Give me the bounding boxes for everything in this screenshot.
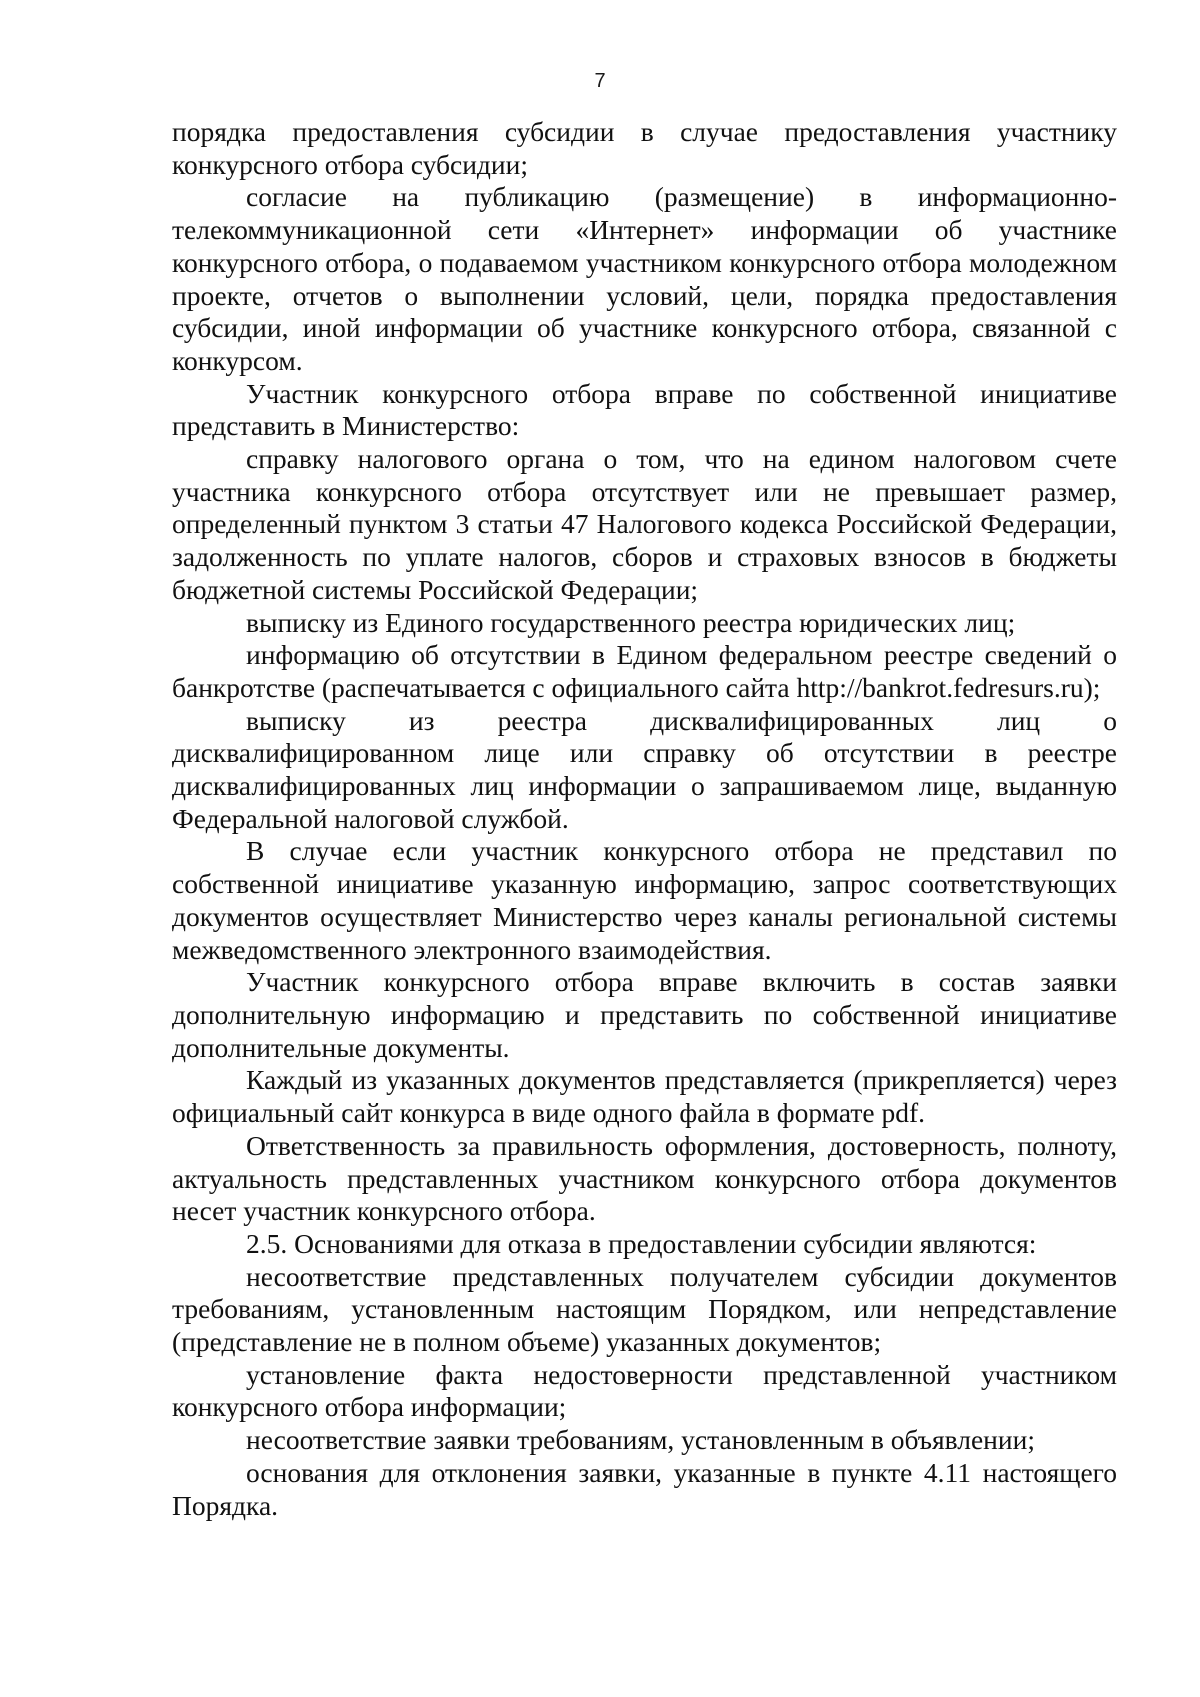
paragraph: Участник конкурсного отбора вправе включить в состав заявки дополнительную информацию и представить по собственной инициативе дополнительные документы. [172,966,1117,1063]
paragraph: справку налогового органа о том, что на едином налоговом счете участника конкурсного отбора отсутствует или не превышает размер, определенный пунктом 3 статьи 47 Налогового кодекса Российской Федерации, задолженность по уплате налогов, сборов и страховых взносов в бюджеты бюджетной системы Российской Федерации; [172,443,1117,605]
paragraph: В случае если участник конкурсного отбора не представил по собственной инициативе указанную информацию, запрос соответствующих документов осуществляет Министерство через каналы региональной системы межведомственного электронного взаимодействия. [172,835,1117,965]
paragraph-continuation: порядка предоставления субсидии в случае предоставления участнику конкурсного отбора субсидии; [172,116,1117,180]
paragraph: информацию об отсутствии в Едином федеральном реестре сведений о банкротстве (распечатывается с официального сайта http://bankrot.fedresurs.ru); [172,639,1117,703]
document-body [172,116,1117,1522]
page-number: 7 [594,70,606,92]
paragraph: основания для отклонения заявки, указанные в пункте 4.11 настоящего Порядка. [172,1456,1117,1521]
paragraph: Участник конкурсного отбора вправе по собственной инициативе представить в Министерство: [172,377,1117,442]
paragraph: выписку из Единого государственного реестра юридических лиц; [246,606,1016,638]
paragraph: несоответствие заявки требованиям, установленным в объявлении; [246,1424,1035,1456]
paragraph: установление факта недостоверности представленной участником конкурсного отбора информации; [172,1358,1117,1423]
paragraph: Ответственность за правильность оформления, достоверность, полноту, актуальность представленных участником конкурсного отбора документов несет участник конкурсного отбора. [172,1129,1117,1227]
paragraph: согласие на публикацию (размещение) в информационно-телекоммуникационной сети «Интернет» информации об участнике конкурсного отбора, о подаваемом участником конкурсного отбора молодежном проекте, отчетов о выполнении условий, цели, порядка предоставления субсидии, иной информации об участнике конкурсного отбора, связанной с конкурсом. [172,181,1117,376]
section-heading-paragraph: 2.5. Основаниями для отказа в предоставлении субсидии являются: [246,1227,1037,1259]
paragraph: несоответствие представленных получателем субсидии документов требованиям, установленным настоящим Порядком, или непредставление (представление не в полном объеме) указанных документов; [172,1260,1117,1358]
paragraph: выписку из реестра дисквалифицированных лиц о дисквалифицированном лице или справку об отсутствии в реестре дисквалифицированных лиц информации о запрашиваемом лице, выданную Федеральной налоговой службой. [172,704,1117,834]
paragraph: Каждый из указанных документов представляется (прикрепляется) через официальный сайт конкурса в виде одного файла в формате pdf. [172,1064,1117,1129]
